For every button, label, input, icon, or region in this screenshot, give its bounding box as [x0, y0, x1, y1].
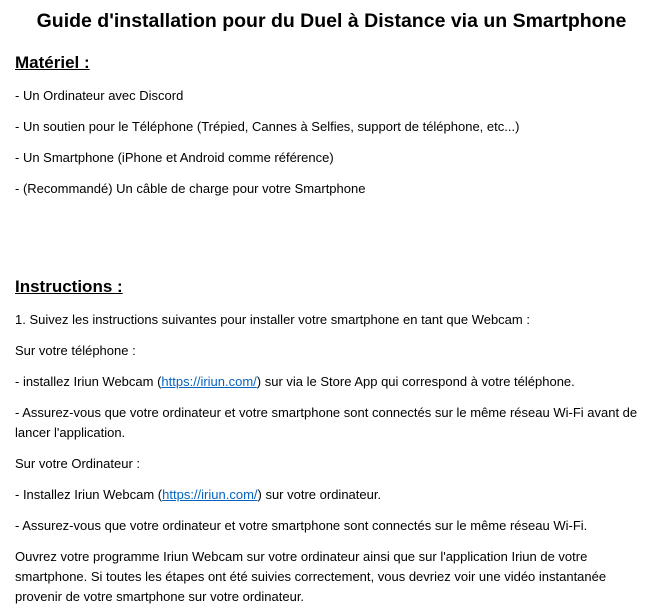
materiel-heading: Matériel : [15, 53, 90, 72]
computer-wifi-note: - Assurez-vous que votre ordinateur et votre smartphone sont connectés sur le même réseau Wi-Fi. [15, 518, 588, 533]
phone-wifi-note: - Assurez-vous que votre ordinateur et votre smartphone sont connectés sur le même réseau Wi-Fi avant de lancer l'application. [15, 405, 638, 440]
materiel-item-charging-cable: - (Recommandé) Un câble de charge pour votre Smartphone [15, 181, 366, 196]
materiel-item-computer: - Un Ordinateur avec Discord [15, 88, 184, 103]
document-page [15, 8, 655, 607]
phone-install-line [15, 372, 655, 392]
computer-label: Sur votre Ordinateur : [15, 456, 140, 471]
final-instructions: Ouvrez votre programme Iriun Webcam sur votre ordinateur ainsi que sur l'application Iriun de votre smartphone. Si toutes les étapes ont été suivies correctement, vous devriez voir une vidéo instantanée provenir de votre smartphone sur votre ordinateur. [15, 549, 607, 604]
materiel-item-phone-stand: - Un soutien pour le Téléphone (Trépied, Cannes à Selfies, support de téléphone, etc...) [15, 119, 520, 134]
computer-install-line [15, 485, 655, 505]
phone-label: Sur votre téléphone : [15, 343, 136, 358]
instructions-heading: Instructions : [15, 277, 123, 296]
document-title: Guide d'installation pour du Duel à Distance via un Smartphone [36, 10, 627, 32]
computer-install-pre: - Installez Iriun Webcam ( [15, 487, 163, 502]
computer-iriun-link[interactable]: https://iriun.com/ [162, 487, 258, 502]
phone-install-pre: - installez Iriun Webcam ( [15, 374, 162, 389]
materiel-item-smartphone: - Un Smartphone (iPhone et Android comme référence) [15, 150, 334, 165]
phone-iriun-link[interactable]: https://iriun.com/ [161, 374, 257, 389]
instructions-step-1: 1. Suivez les instructions suivantes pour installer votre smartphone en tant que Webcam : [15, 312, 530, 327]
computer-install-post: ) sur votre ordinateur. [257, 487, 382, 502]
phone-install-post: ) sur via le Store App qui correspond à votre téléphone. [256, 374, 575, 389]
